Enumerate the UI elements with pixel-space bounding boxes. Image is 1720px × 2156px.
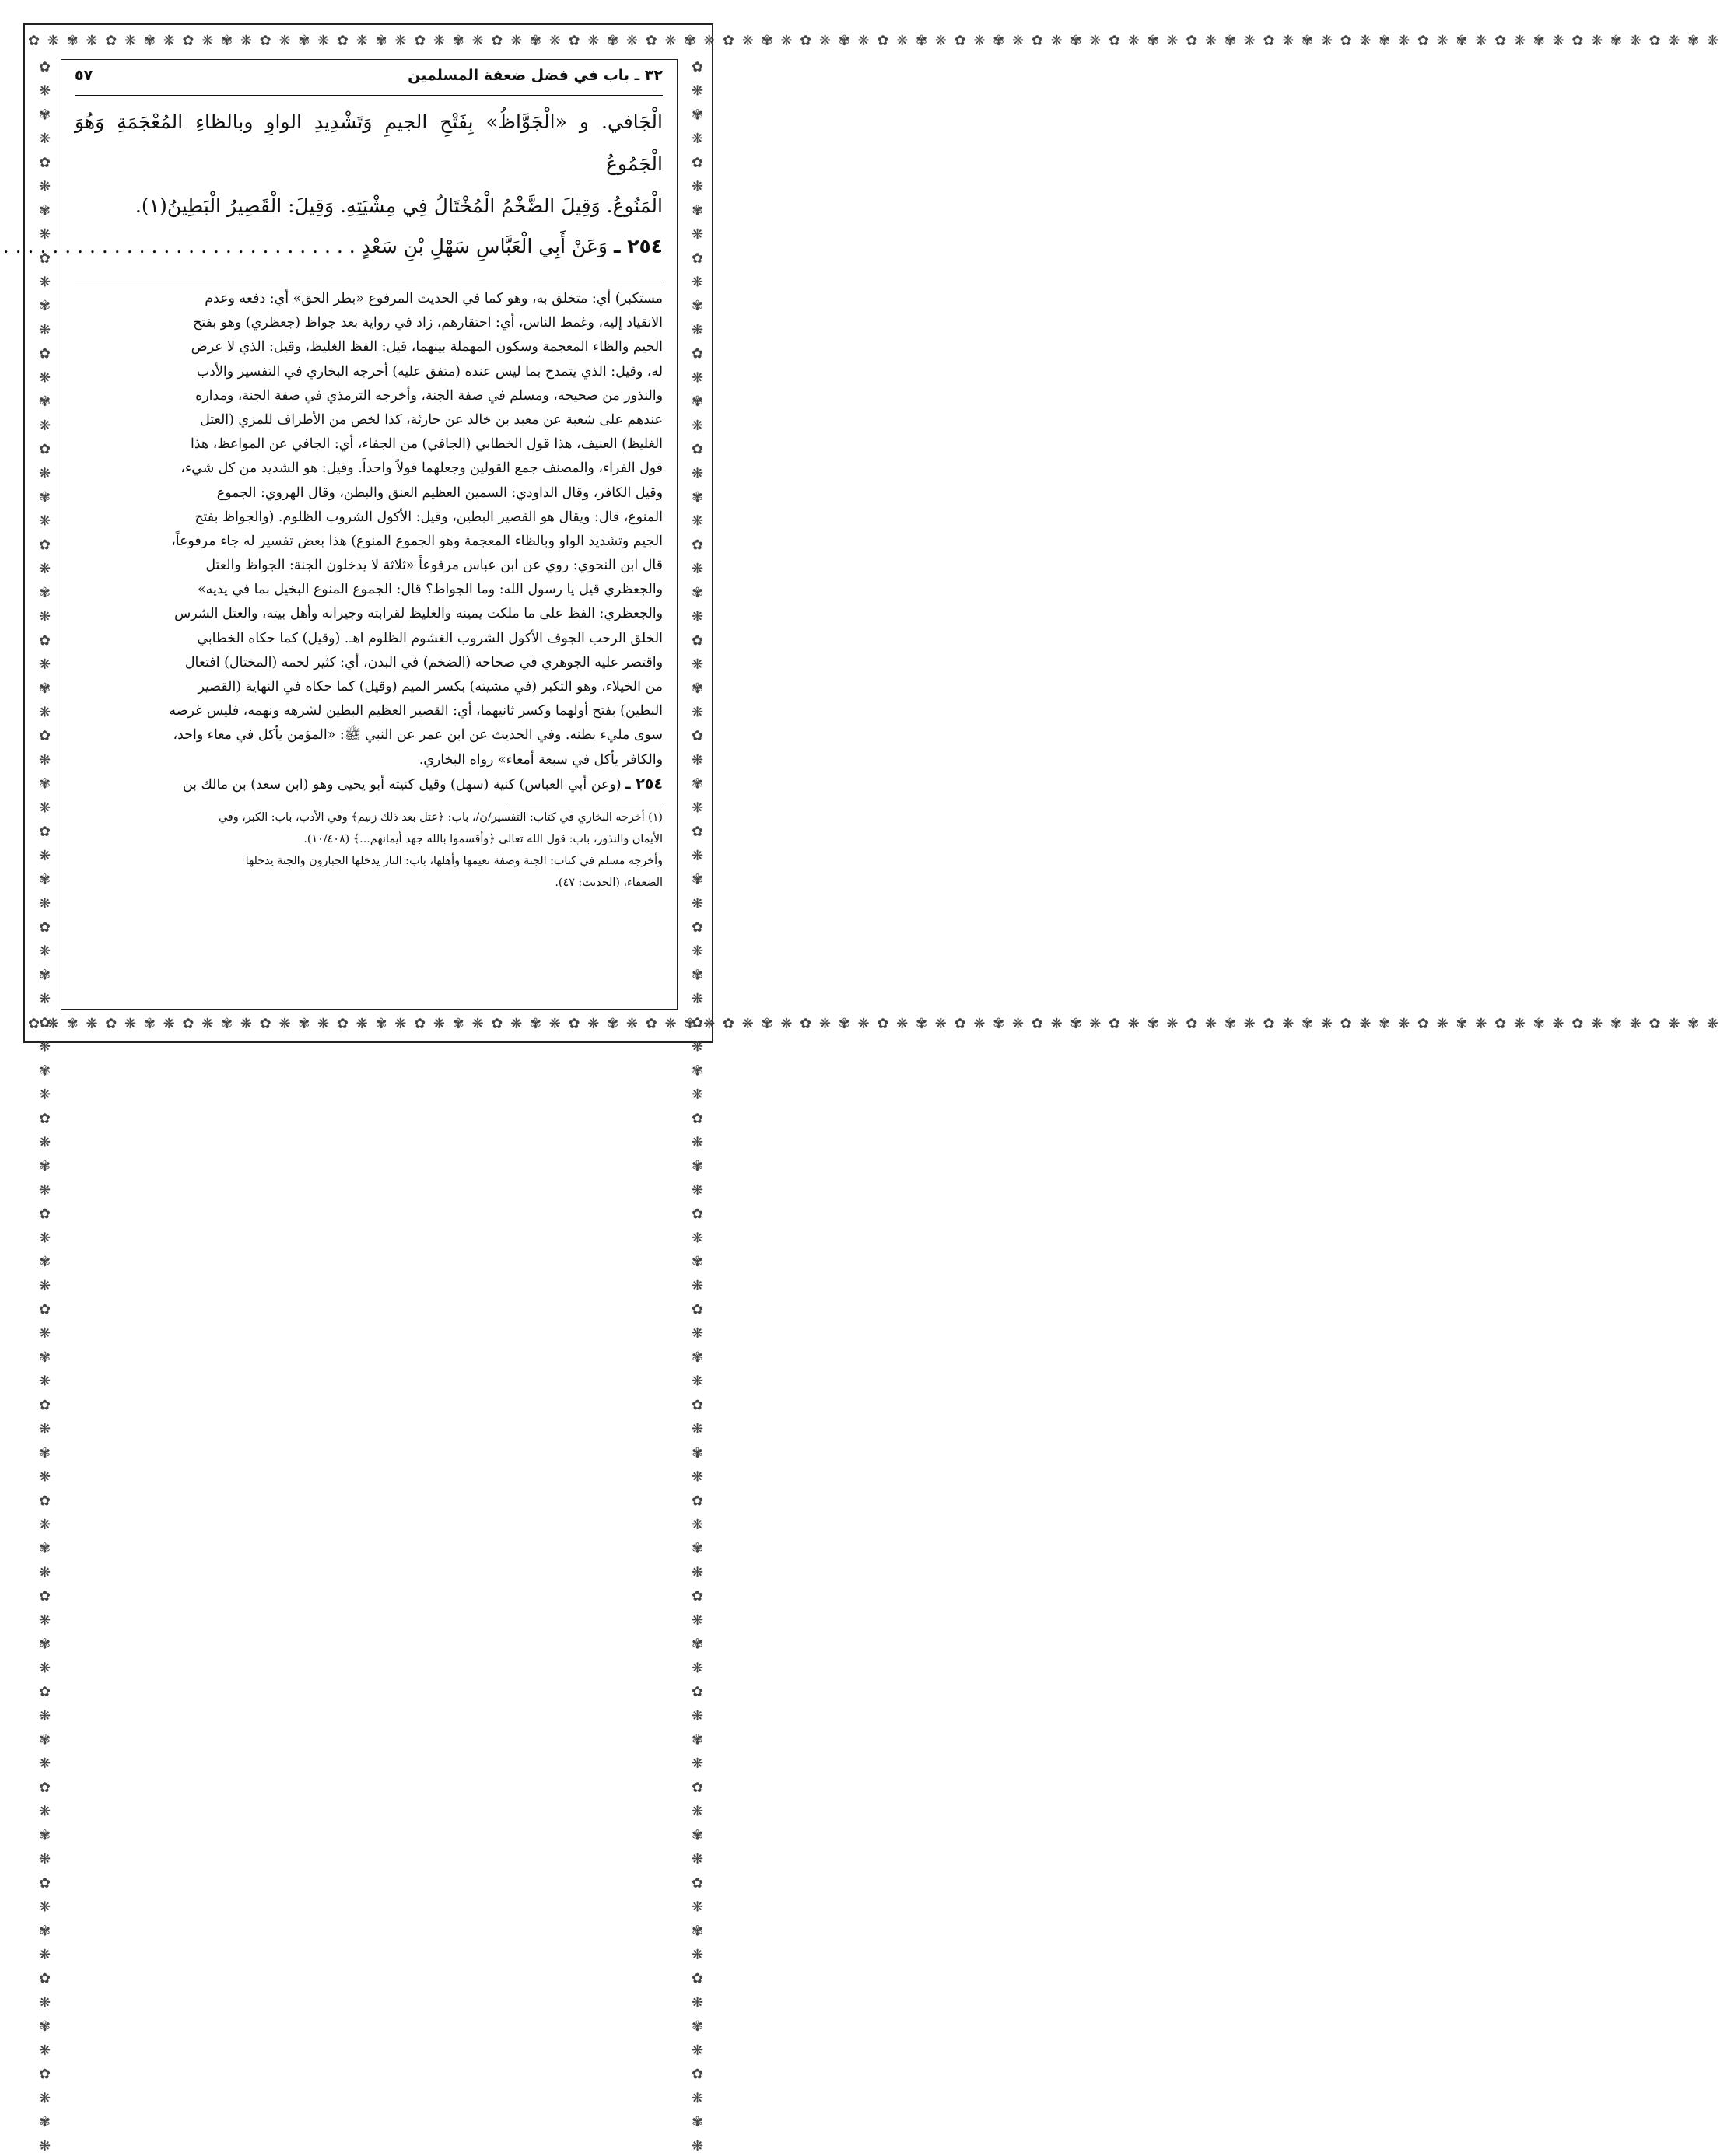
commentary-line: قول الفراء، والمصنف جمع القولين وجعلهما قولاً واحداً. وقيل: هو الشديد من كل شيء، bbox=[180, 460, 663, 477]
commentary-line: مستكبر) أي: متخلق به، وهو كما في الحديث المرفوع «بطر الحق» أي: دفعه وعدم bbox=[205, 291, 663, 306]
footnote-line: الأيمان والنذور، باب: قول الله تعالى ﴿وأقسموا بالله جهد أيمانهم...﴾ (١٠/٤٠٨). bbox=[303, 832, 663, 845]
commentary-line: من الخيلاء، وهو التكبر (في مشيته) بكسر الميم (وقيل) كما حكاه في النهاية (القصير bbox=[198, 679, 663, 695]
hadith-number: ٢٥٤ ـ bbox=[613, 235, 663, 257]
commentary-hadith-number: ٢٥٤ ـ bbox=[625, 775, 663, 793]
commentary-line: والجعظري: الفظ على ما ملكت يمينه والغليظ لقرابته وجيرانه وأهل بيته، والعتل الشرس bbox=[174, 606, 663, 622]
ornament-border-bottom: ✿ ❋ ✾ ❋ ✿ ❋ ✾ ❋ ✿ ❋ ✾ ❋ ✿ ❋ ✾ ❋ ✿ ❋ ✾ ❋ ✿ ❋ ✾ ❋ ✿ ❋ ✾ ❋ ✿ ❋ ✾ ❋ ✿ ❋ ✾ ❋ ✿ ❋ ✾ ❋ ✿ ❋ ✾ ❋ ✿ ❋ ✾ ❋ ✿ ❋ ✾ ❋ ✿ ❋ ✾ ❋ ✿ ❋ ✾ ❋ ✿ ❋ ✾ ❋ ✿ ❋ ✾ ❋ ✿ ❋ ✾ ❋ ✿ ❋ ✾ ❋ ✿ ❋ ✾ ❋ ✿ ❋ ✾ ❋ ✿ ❋ ✾ ❋ bbox=[28, 1016, 1720, 1032]
chapter-title: ٣٢ ـ باب في فضل ضعفة المسلمين bbox=[408, 67, 663, 84]
commentary-line: الغليظ) العنيف، هذا قول الخطابي (الجافي) من الجفاء، أي: الجافي عن المواعظ، هذا bbox=[191, 436, 663, 453]
commentary-line: الجيم وتشديد الواو وبالظاء المعجمة وهو الجموع المنوع) هذا بعض تفسير له جاء مرفوعاً، bbox=[171, 533, 663, 549]
running-header bbox=[75, 67, 663, 93]
hadith-254-heading bbox=[2, 227, 663, 266]
commentary-line: والنذور من صحيحه، ومسلم في صفة الجنة، وأخرجه الترمذي في صفة الجنة، ومداره bbox=[195, 387, 663, 404]
ornament-border-left: ✿ ❋ ✾ ❋ ✿ ❋ ✾ ❋ ✿ ❋ ✾ ❋ ✿ ❋ ✾ ❋ ✿ ❋ ✾ ❋ ✿ ❋ ✾ ❋ ✿ ❋ ✾ ❋ ✿ ❋ ✾ ❋ ✿ ❋ ✾ ❋ ✿ ❋ ✾ ❋ ✿ ❋ ✾ ❋ ✿ ❋ ✾ ❋ ✿ ❋ ✾ ❋ ✿ ❋ ✾ ❋ ✿ ❋ ✾ ❋ ✿ ❋ ✾ ❋ ✿ ❋ ✾ ❋ ✿ ❋ ✾ ❋ ✿ ❋ ✾ ❋ ✿ ❋ ✾ ❋ ✿ ❋ ✾ ❋ ✿ ❋ ✾ ❋ bbox=[37, 59, 53, 2156]
commentary-line: واقتصر عليه الجوهري في صحاحه (الضخم) في البدن، أي: كثير لحمه (المختال) افتعال bbox=[184, 654, 663, 670]
page-number: ٥٧ bbox=[75, 67, 93, 84]
commentary-line: البطين) بفتح أولهما وكسر ثانيهما، أي: القصير العظيم البطين لشرهه ونهمه، فليس غرضه bbox=[169, 703, 663, 719]
ornament-border-top: ✿ ❋ ✾ ❋ ✿ ❋ ✾ ❋ ✿ ❋ ✾ ❋ ✿ ❋ ✾ ❋ ✿ ❋ ✾ ❋ ✿ ❋ ✾ ❋ ✿ ❋ ✾ ❋ ✿ ❋ ✾ ❋ ✿ ❋ ✾ ❋ ✿ ❋ ✾ ❋ ✿ ❋ ✾ ❋ ✿ ❋ ✾ ❋ ✿ ❋ ✾ ❋ ✿ ❋ ✾ ❋ ✿ ❋ ✾ ❋ ✿ ❋ ✾ ❋ ✿ ❋ ✾ ❋ ✿ ❋ ✾ ❋ ✿ ❋ ✾ ❋ ✿ ❋ ✾ ❋ ✿ ❋ ✾ ❋ ✿ ❋ ✾ ❋ bbox=[28, 33, 1720, 49]
commentary-line: الجيم والظاء المعجمة وسكون المهملة بينهما، قيل: الفظ الغليظ، وقيل: الذي لا عرض bbox=[191, 339, 663, 355]
commentary-hadith-text: (وعن أبي العباس) كنية (سهل) وقيل كنيته أبو يحيى وهو (ابن سعد) بن مالك بن bbox=[182, 776, 622, 793]
commentary-line: المنوع، قال: ويقال هو القصير البطين، وقيل: الأكول الشروب الظلوم. (والجواظ بفتح bbox=[194, 509, 663, 525]
commentary-line: الانقياد إليه، وغمط الناس، أي: احتقارهم، زاد في رواية بعد جواظ (جعظري) وهو بفتح bbox=[193, 315, 663, 331]
footnotes bbox=[75, 807, 663, 894]
matn-line: الْجَافي. و «الْجَوَّاظُ» بِفَتْحِ الجيمِ وَتَشْدِيدِ الواوِ وبالظاءِ المُعْجَمَةِ وَهُوَ الْجَمُوعُ bbox=[75, 110, 663, 175]
commentary-line: والجعظري قيل يا رسول الله: وما الجواظ؟ قال: الجموع المنوع البخيل بما في يديه» bbox=[198, 582, 663, 598]
commentary-line: سوى مليء بطنه. وفي الحديث عن ابن عمر عن النبي ﷺ: «المؤمن يأكل في معاء واحد، bbox=[173, 727, 663, 744]
hadith-dots: . . . . . . . . . . . . . . . . . . . . . . . . . . . . . bbox=[2, 235, 356, 257]
commentary-text bbox=[75, 287, 663, 796]
commentary-line: عندهم على شعبة عن معبد بن خالد عن حارثة، كذا لخص من الأطراف للمزي (العتل bbox=[200, 411, 663, 428]
commentary-line: الخلق الرحب الجوف الأكول الشروب الغشوم الظلوم اهـ. (وقيل) كما حكاه الخطابي bbox=[197, 630, 663, 646]
footnote-line: الضعفاء، (الحديث: ٤٧). bbox=[555, 876, 663, 889]
commentary-line: والكافر يأكل في سبعة أمعاء» رواه البخاري. bbox=[419, 751, 663, 768]
header-rule bbox=[75, 95, 663, 96]
matn-line: الْمَنُوعُ. وَقِيلَ الضَّخْمُ الْمُخْتَالُ فِي مِشْيَتِهِ. وَقِيلَ: الْقَصِيرُ الْبَطِينُ(١). bbox=[135, 194, 663, 217]
commentary-line: له، وقيل: الذي يتمدح بما ليس عنده (متفق عليه) أخرجه البخاري في التفسير والأدب bbox=[196, 363, 663, 380]
matn-text bbox=[75, 101, 663, 227]
ornament-border-right: ✿ ❋ ✾ ❋ ✿ ❋ ✾ ❋ ✿ ❋ ✾ ❋ ✿ ❋ ✾ ❋ ✿ ❋ ✾ ❋ ✿ ❋ ✾ ❋ ✿ ❋ ✾ ❋ ✿ ❋ ✾ ❋ ✿ ❋ ✾ ❋ ✿ ❋ ✾ ❋ ✿ ❋ ✾ ❋ ✿ ❋ ✾ ❋ ✿ ❋ ✾ ❋ ✿ ❋ ✾ ❋ ✿ ❋ ✾ ❋ ✿ ❋ ✾ ❋ ✿ ❋ ✾ ❋ ✿ ❋ ✾ ❋ ✿ ❋ ✾ ❋ ✿ ❋ ✾ ❋ ✿ ❋ ✾ ❋ ✿ ❋ ✾ ❋ bbox=[689, 59, 706, 2156]
footnote-line: (١) أخرجه البخاري في كتاب: التفسير/ن/، باب: ﴿عتل بعد ذلك زنيم﴾ وفي الأدب، باب: الكبر، وفي bbox=[218, 810, 663, 824]
commentary-line: وقيل الكافر، وقال الداودي: السمين العظيم العنق والبطن، وقال الهروي: الجموع bbox=[216, 485, 663, 501]
hadith-narrator: وَعَنْ أَبِي الْعَبَّاسِ سَهْلِ بْنِ سَعْدٍ bbox=[361, 235, 608, 257]
commentary-line: قال ابن النحوي: روي عن ابن عباس مرفوعاً «ثلاثة لا يدخلون الجنة: الجواظ والعتل bbox=[205, 558, 663, 574]
commentary-hadith-254 bbox=[75, 772, 663, 796]
page-content bbox=[2, 67, 663, 894]
footnote-line: وأخرجه مسلم في كتاب: الجنة وصفة نعيمها وأهلها، باب: النار يدخلها الجبارون والجنة يدخلها bbox=[245, 854, 663, 867]
